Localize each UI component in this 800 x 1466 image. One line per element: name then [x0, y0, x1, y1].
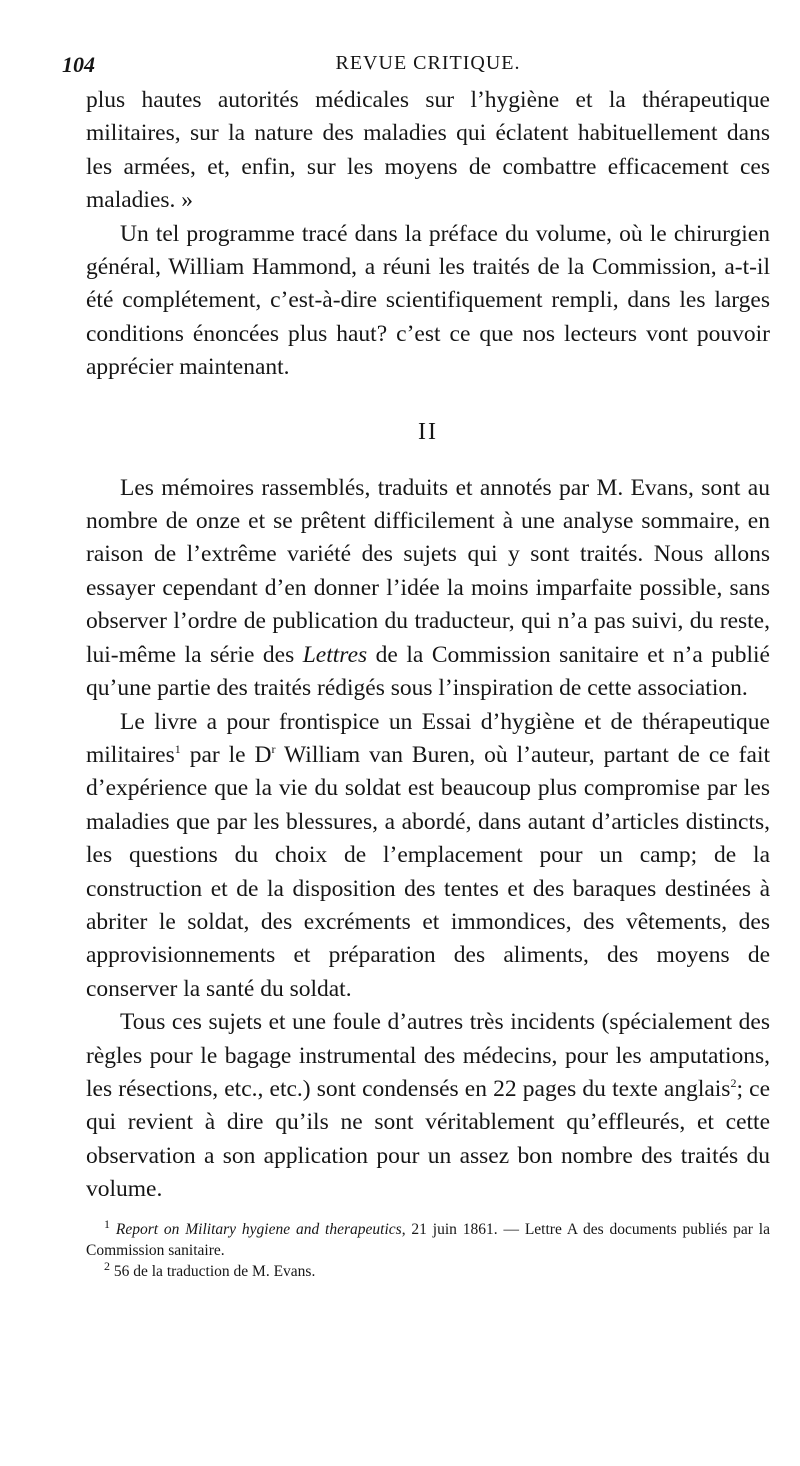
paragraph-4 — [86, 706, 770, 1007]
paragraph-5-text-a: Tous ces sujets et une foule d’autres très incidents (spécialement des règles pour le bagage instrumental des médecins, pour les amputations, les résections, etc., etc.) sont condensés en 22 pages du texte anglais — [86, 1009, 770, 1102]
footnote-1-mark: 1 — [104, 1216, 110, 1231]
footnote-1-title: Report on Military hygiene and therapeutics — [115, 1220, 402, 1238]
paragraph-3-text-a: Les mémoires rassemblés, traduits et annotés par M. Evans, sont au nombre de onze et se prêtent difficilement à une analyse sommaire, en raison de l’extrême variété des sujets qui y sont traités. Nous allons essayer cependant d’en donner l’idée la moins imparfaite possible, sans observer l’ordre de publication du traducteur, qui n’a pas suivi, du reste, lui-même la série des — [86, 474, 770, 668]
paragraph-4-text-c: William van Buren, où l’auteur, partant de ce fait d’expérience que la vie du soldat est beaucoup plus compromise par les maladies que par les blessures, a abordé, dans autant d’articles distincts, les questions du choix de l’emplacement pour un camp; de la construction et de la disposition des tentes et des baraques destinées à abriter le soldat, des excréments et immondices, des vêtements, des approvisionnements et préparation des aliments, des moyens de conserver la santé du soldat. — [86, 741, 770, 1002]
page-number: 104 — [62, 52, 95, 77]
footnote-2-text: 56 de la traduction de M. Evans. — [113, 1262, 316, 1280]
paragraph-4-text-a: Le livre a pour frontispice un Essai d’hygiène et de thérapeutique militaires — [86, 708, 770, 768]
footnote-ref-2: 2 — [730, 1076, 737, 1091]
footnote-1 — [86, 1216, 770, 1261]
paragraph-4-text-b: par le D — [180, 741, 272, 768]
book-page — [62, 50, 771, 1282]
footnote-2-mark: 2 — [104, 1258, 110, 1273]
paragraph-5-text-b: ; ce qui revient à dire qu’ils ne sont véritablement qu’effleurés, et cette observation a son application pour un assez bon nombre des traités du volume. — [86, 1075, 771, 1203]
section-heading: II — [418, 418, 438, 445]
footnote-ref-1: 1 — [174, 742, 181, 757]
lettres-italic: Lettres — [302, 641, 368, 668]
paragraph-3 — [86, 472, 770, 706]
footnote-2 — [86, 1258, 770, 1282]
footnote-1-text: , 21 juin 1861. — Lettre A des documents publiés par la Commission sanitaire. — [86, 1220, 770, 1259]
paragraph-5 — [86, 1006, 770, 1206]
paragraph-2: Un tel programme tracé dans la préface du volume, où le chirurgien général, William Hammond, a réuni les traités de la Commission, a-t-il été complétement, c’est-à-dire scientifiquement rempli, dans les larges conditions énoncées plus haut? c’est ce que nos lecteurs vont pouvoir apprécier maintenant. — [86, 220, 770, 381]
running-title: REVUE CRITIQUE. — [335, 52, 521, 74]
page-header — [62, 50, 770, 84]
paragraph-3-text-b: de la Commission sanitaire et n’a publié qu’une partie des traités rédigés sous l’inspiration de cette association. — [86, 641, 770, 702]
paragraph-1: plus hautes autorités médicales sur l’hygiène et la thérapeutique militaires, sur la nature des maladies qui éclatent habituellement dans les armées, et, enfin, sur les moyens de combattre efficacement ces maladies. » — [86, 87, 770, 214]
doctor-superscript: r — [271, 742, 276, 757]
footnotes — [86, 1216, 770, 1282]
